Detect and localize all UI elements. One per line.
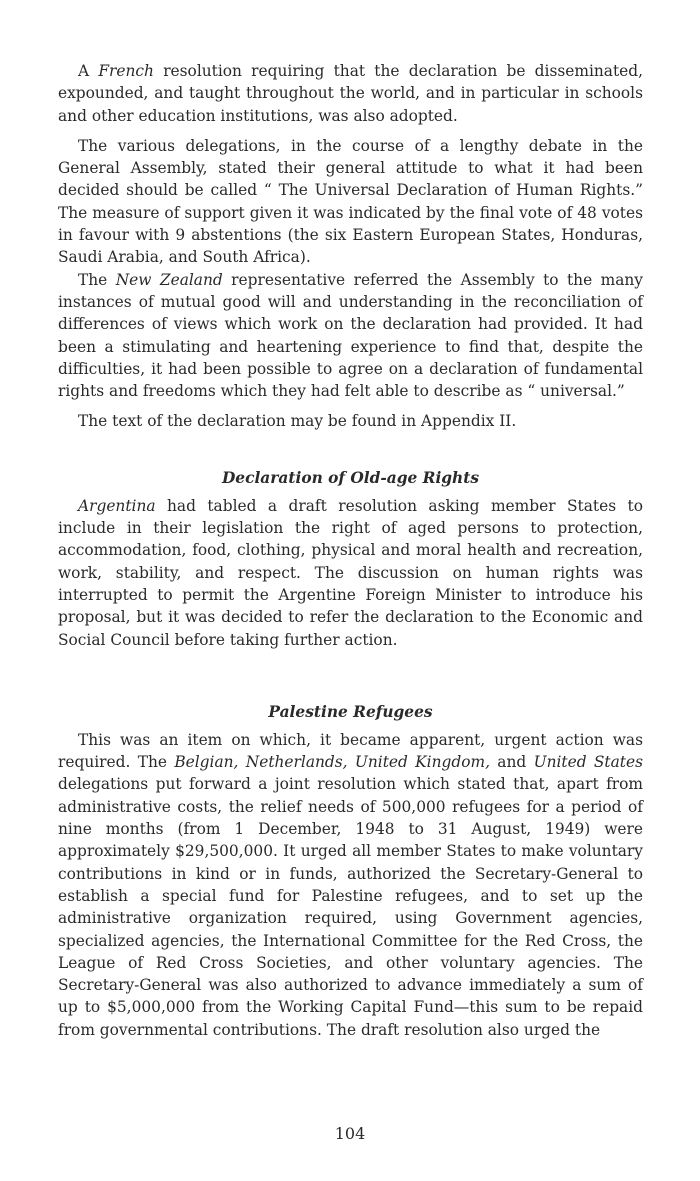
country-name: United States — [533, 753, 643, 772]
section-heading-palestine-refugees: Palestine Refugees — [268, 702, 433, 721]
paragraph-text: and — [489, 753, 534, 772]
paragraph-new-zealand — [58, 269, 643, 403]
paragraph-text: resolution requiring that the declaration be disseminated, expounded, and taught throughout the world, and in particular in schools and other education institutions, was also adopted. — [58, 62, 643, 125]
paragraph-delegations — [58, 135, 643, 269]
section-heading-old-age-rights: Declaration of Old-age Rights — [221, 468, 480, 487]
country-name: New Zealand — [115, 270, 223, 289]
document-page — [58, 60, 643, 1041]
paragraph-prefix: The — [78, 270, 116, 289]
page-number: 104 — [334, 1124, 366, 1143]
country-name: French — [98, 62, 154, 80]
paragraph-text: The various delegations, in the course of a lengthy debate in the General Assembly, stated their general attitude to what it had been decided should be called “ The Universal Declaration of Human Rights.” The measure of support given it was indicated by the final vote of 48 votes in favour with 9 abstentions (the six Eastern European States, Honduras, Saudi Arabia, and South Africa). — [58, 136, 643, 267]
paragraph-text: representative referred the Assembly to the many instances of mutual good will and understanding in the reconciliation of differences of views which work on the declaration had provided. It had been a stimulating and heartening experience to find that, despite the difficulties, it had been possible to agree on a declaration of fundamental rights and freedoms which they had felt able to describe as “ universal.” — [58, 270, 643, 401]
paragraph-text: had tabled a draft resolution asking member States to include in their legislation the right of aged persons to protection, accommodation, food, clothing, physical and moral health and recreation, work, stability, and respect. The discussion on human rights was interrupted to permit the Argentine Foreign Minister to introduce his proposal, but it was decided to refer the declaration to the Economic and Social Council before taking further action. — [58, 496, 643, 649]
paragraph-text: delegations put forward a joint resolution which stated that, apart from administrative costs, the relief needs of 500,000 refugees for a period of nine months (from 1 December, 1948 to 31 August, 1949) were approximately $29,500,000. It urged all member States to make voluntary contributions in kind or in funds, authorized the Secretary-General to establish a special fund for Palestine refugees, and to set up the administrative organization required, using Government agencies, specialized agencies, the International Committee for the Red Cross, the League of Red Cross Societies, and other voluntary agencies. The Secretary-General was also authorized to advance immediately a sum of up to $5,000,000 from the Working Capital Fund—this sum to be repaid from governmental contributions. The draft resolution also urged the — [58, 775, 643, 1039]
paragraph-argentina — [58, 495, 643, 651]
paragraph-text: The text of the declaration may be found in Appendix II. — [78, 412, 517, 431]
country-name: Argentina — [78, 496, 156, 515]
paragraph-palestine-refugees — [58, 729, 643, 1041]
paragraph-french-resolution — [58, 60, 643, 127]
paragraph-text: This was an item on which, it became apparent, urgent action was required. The — [58, 730, 643, 772]
paragraph-prefix: A — [78, 62, 99, 80]
country-names: Belgian, Netherlands, United Kingdom, — [174, 753, 490, 772]
paragraph-appendix-reference — [58, 410, 643, 432]
